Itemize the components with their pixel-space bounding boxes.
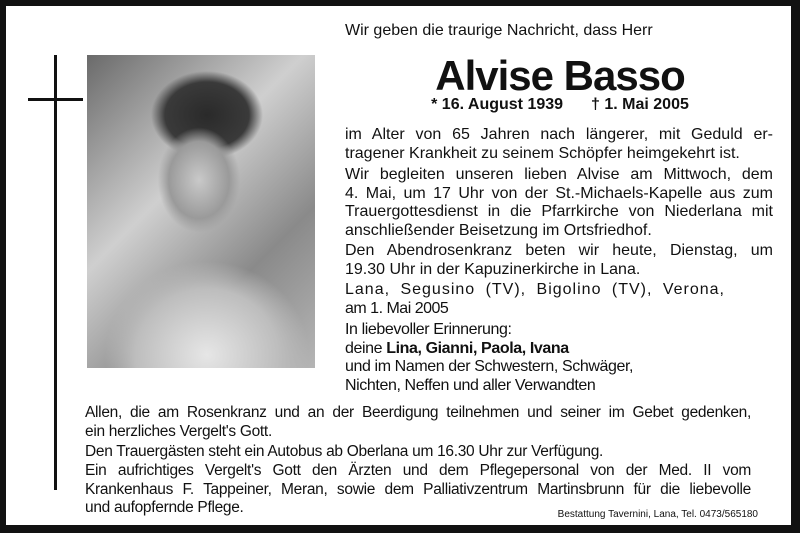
cross-icon-bar <box>28 98 83 101</box>
death-date: † 1. Mai 2005 <box>591 96 689 113</box>
paragraph-rosary <box>345 242 773 279</box>
text-line: Nichten, Neffen und aller Verwandten <box>345 376 596 394</box>
funeral-home-footer: Bestattung Tavernini, Lana, Tel. 0473/565180 <box>557 509 758 520</box>
text-line: im Alter von 65 Jahren nach längerer, mit Geduld er- <box>345 126 773 143</box>
birth-date: * 16. August 1939 <box>431 96 564 113</box>
text-line: Krankenhaus F. Tappeiner, Meran, sowie dem Palliativzentrum Martinsbrunn für die liebevolle <box>85 480 751 498</box>
family-names: Lina, Gianni, Paola, Ivana <box>386 339 569 357</box>
family-line <box>345 340 773 359</box>
text-line: und aufopfernde Pflege. <box>85 499 244 516</box>
bus-info <box>85 443 751 462</box>
text-line: Trauergottesdienst in die Pfarrkirche von Niederlana mit <box>345 203 773 220</box>
paragraph-age <box>345 126 773 163</box>
text-line: Ein aufrichtiges Vergelt's Gott den Ärzten und dem Pflegepersonal von der Med. II vom <box>85 462 751 479</box>
text-line: Allen, die am Rosenkranz und an der Beerdigung teilnehmen und seiner im Gebet gedenken, <box>85 404 751 421</box>
text-line: 19.30 Uhr in der Kapuzinerkirche in Lana. <box>345 260 641 278</box>
text-line: ein herzliches Vergelt's Gott. <box>85 422 272 440</box>
paragraph-funeral <box>345 166 773 240</box>
deine-text: deine <box>345 339 387 357</box>
text-line: Den Abendrosenkranz beten wir heute, Dienstag, um <box>345 242 773 259</box>
text-line: tragener Krankheit zu seinem Schöpfer heimgekehrt ist. <box>345 144 740 162</box>
text-line: Wir begleiten unseren lieben Alvise am Mittwoch, dem <box>345 166 773 183</box>
text-line: Den Trauergästen steht ein Autobus ab Oberlana um 16.30 Uhr zur Verfügung. <box>85 443 604 460</box>
text-line: anschließender Beisetzung im Ortsfriedhof. <box>345 221 652 239</box>
text-line: am 1. Mai 2005 <box>345 299 449 317</box>
intro-text: Wir geben die traurige Nachricht, dass Herr <box>345 22 653 39</box>
life-dates <box>345 96 775 114</box>
memory-label: In liebevoller Erinnerung: <box>345 321 512 338</box>
memory-block <box>345 321 773 395</box>
text-line: Lana, Segusino (TV), Bigolino (TV), Verona, <box>345 281 725 298</box>
thanks-rosary <box>85 404 751 441</box>
deceased-name: Alvise Basso <box>435 52 685 99</box>
text-line: und im Namen der Schwestern, Schwäger, <box>345 358 634 375</box>
place-date <box>345 281 725 318</box>
cross-icon <box>54 55 57 490</box>
portrait-photo <box>87 55 315 368</box>
text-line: 4. Mai, um 17 Uhr von der St.-Michaels-Kapelle aus zum <box>345 184 773 202</box>
